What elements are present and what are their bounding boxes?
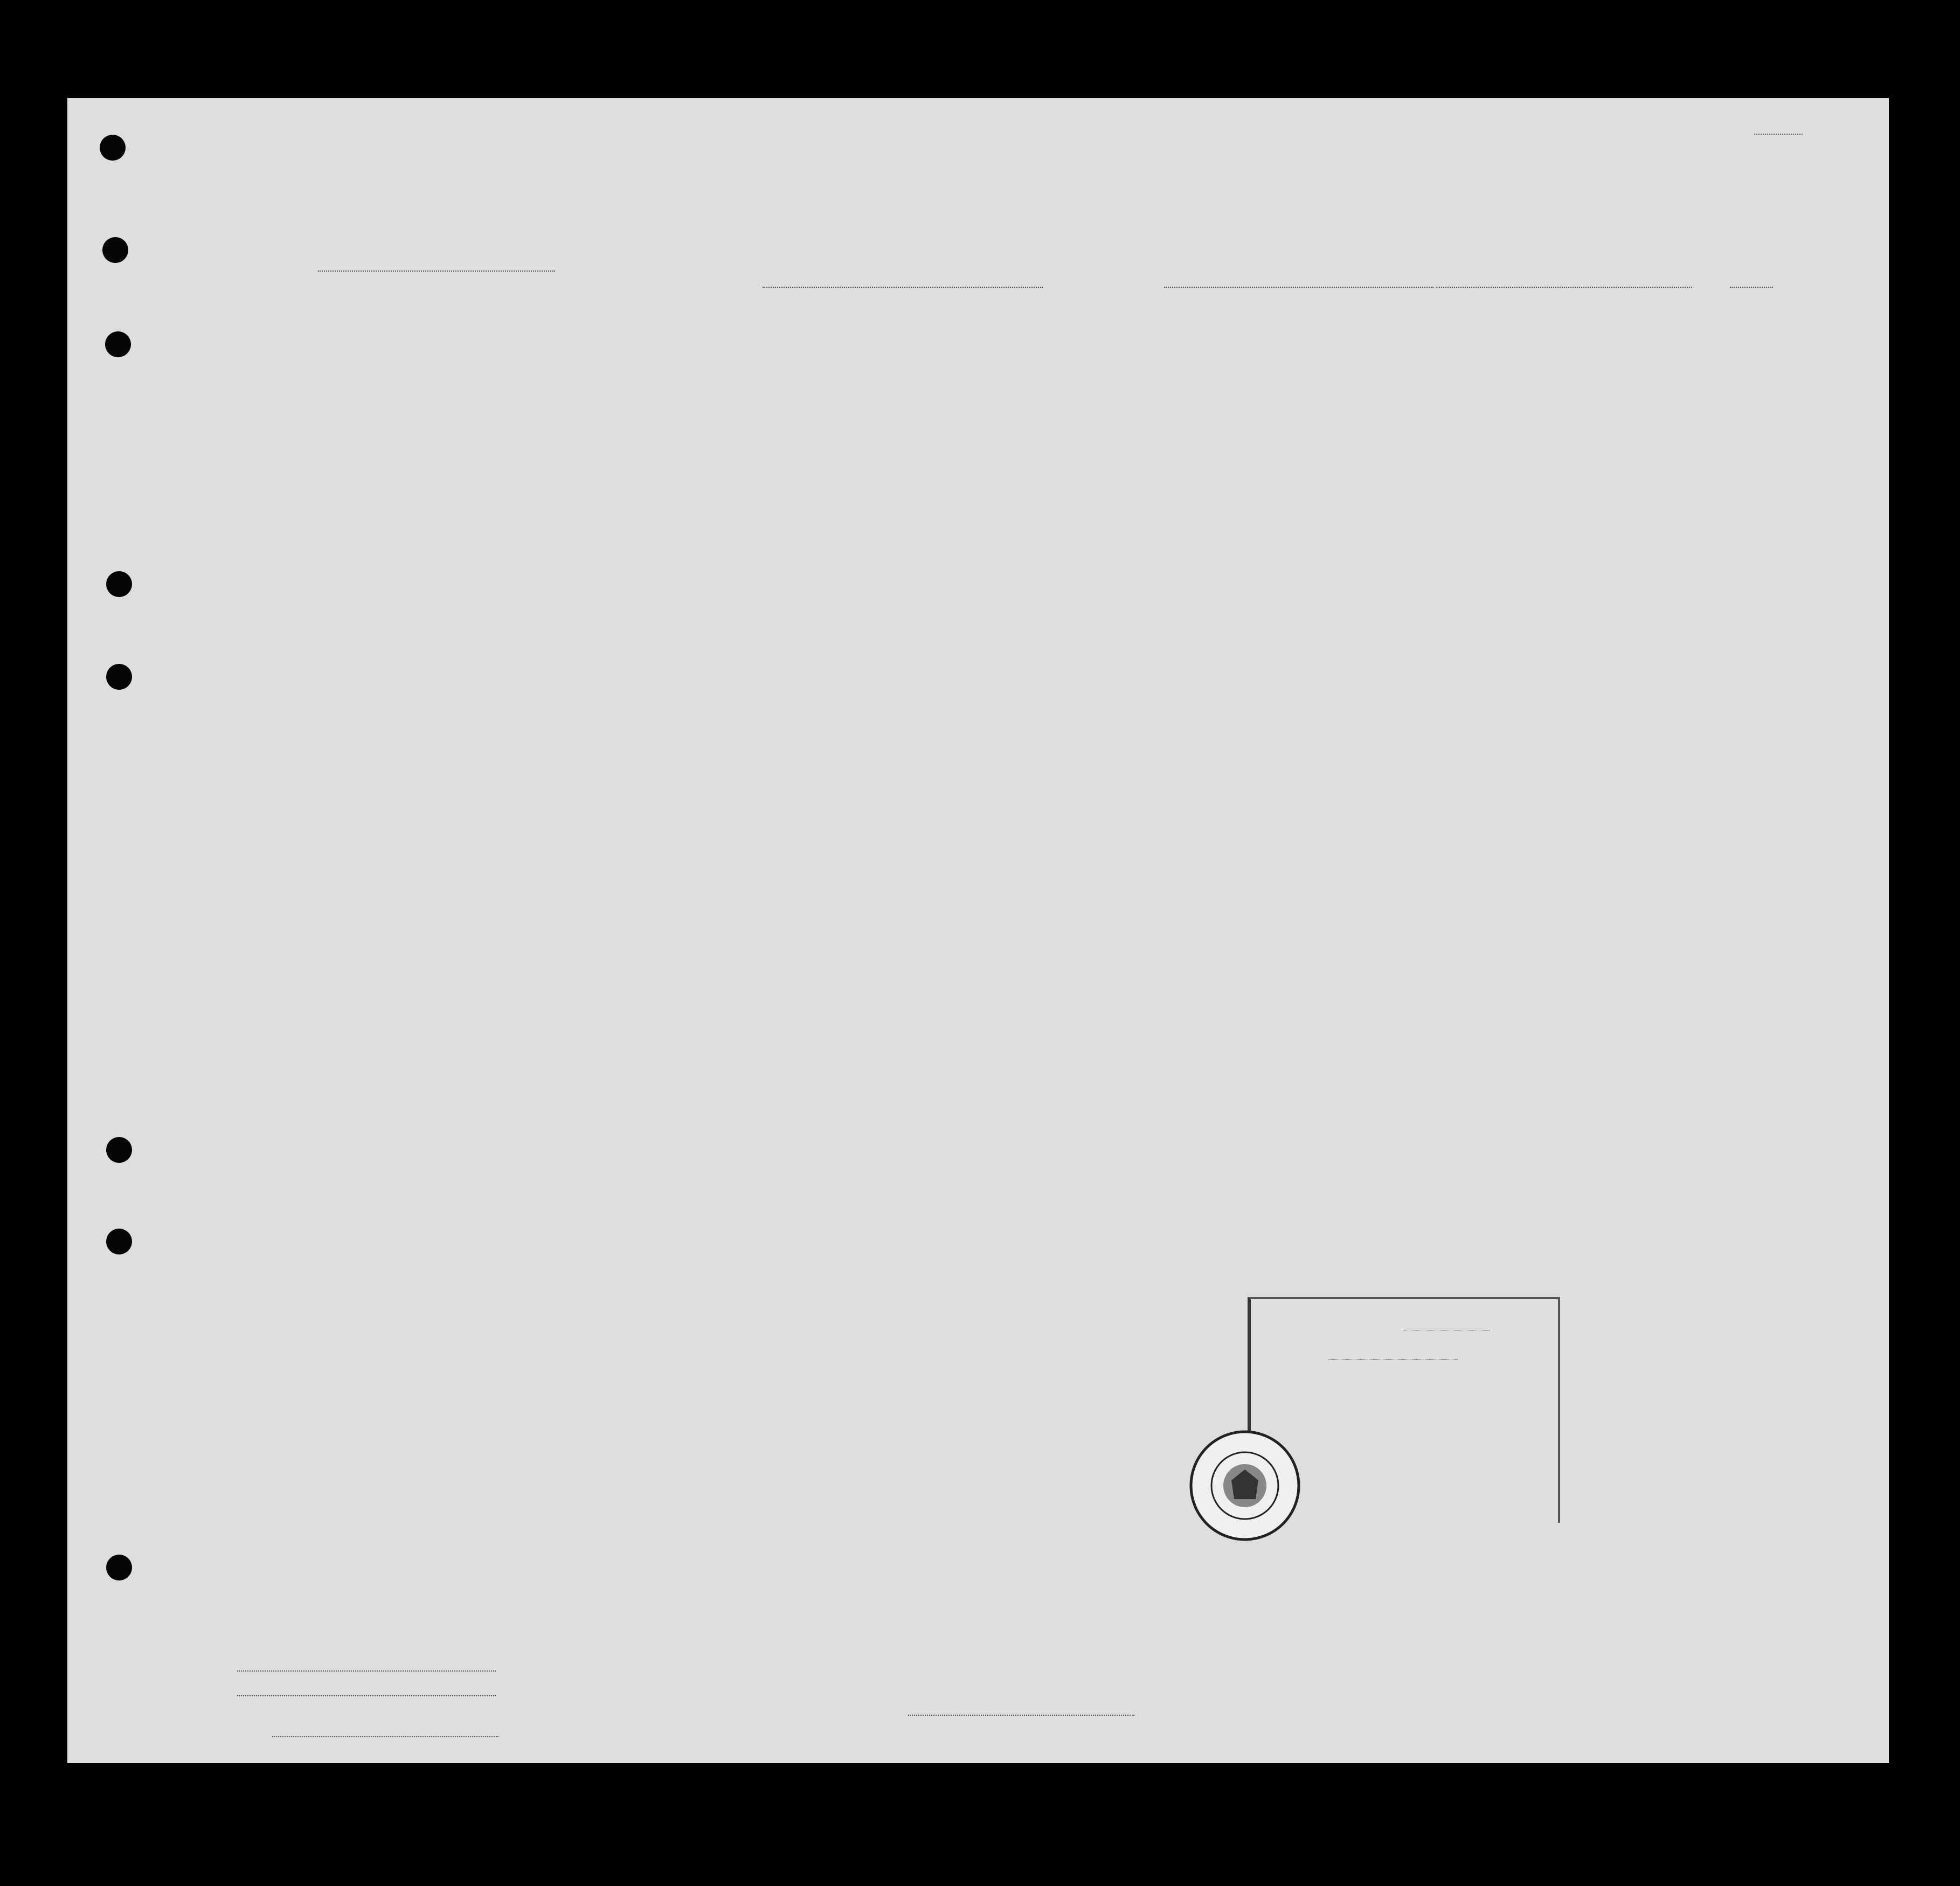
punch-hole: [106, 1137, 132, 1163]
consulate-country: [1328, 1359, 1458, 1360]
manifest-sheet: [67, 98, 1889, 1763]
punch-hole: [100, 135, 126, 161]
arriving-date-field: [1436, 287, 1692, 288]
owners-value: [237, 1695, 496, 1696]
sheet-no-value: [1754, 134, 1803, 135]
inspector-signature-line: [908, 1715, 1134, 1716]
punch-hole: [105, 331, 131, 357]
punch-hole: [102, 237, 128, 263]
line-value: [237, 1670, 496, 1672]
punch-hole: [106, 1555, 132, 1580]
punch-hole: [106, 1229, 132, 1254]
arriving-at-field: [1164, 287, 1433, 288]
inspector-note-row-17: [1724, 1046, 1856, 1055]
vessel-name: [318, 271, 555, 272]
sailing-from-field: [763, 287, 1043, 288]
consular-seal: [1188, 1429, 1301, 1542]
year-field: [1730, 287, 1773, 288]
punch-hole: [106, 571, 132, 597]
punch-hole: [106, 664, 132, 690]
local-agents-field: [272, 1736, 498, 1737]
